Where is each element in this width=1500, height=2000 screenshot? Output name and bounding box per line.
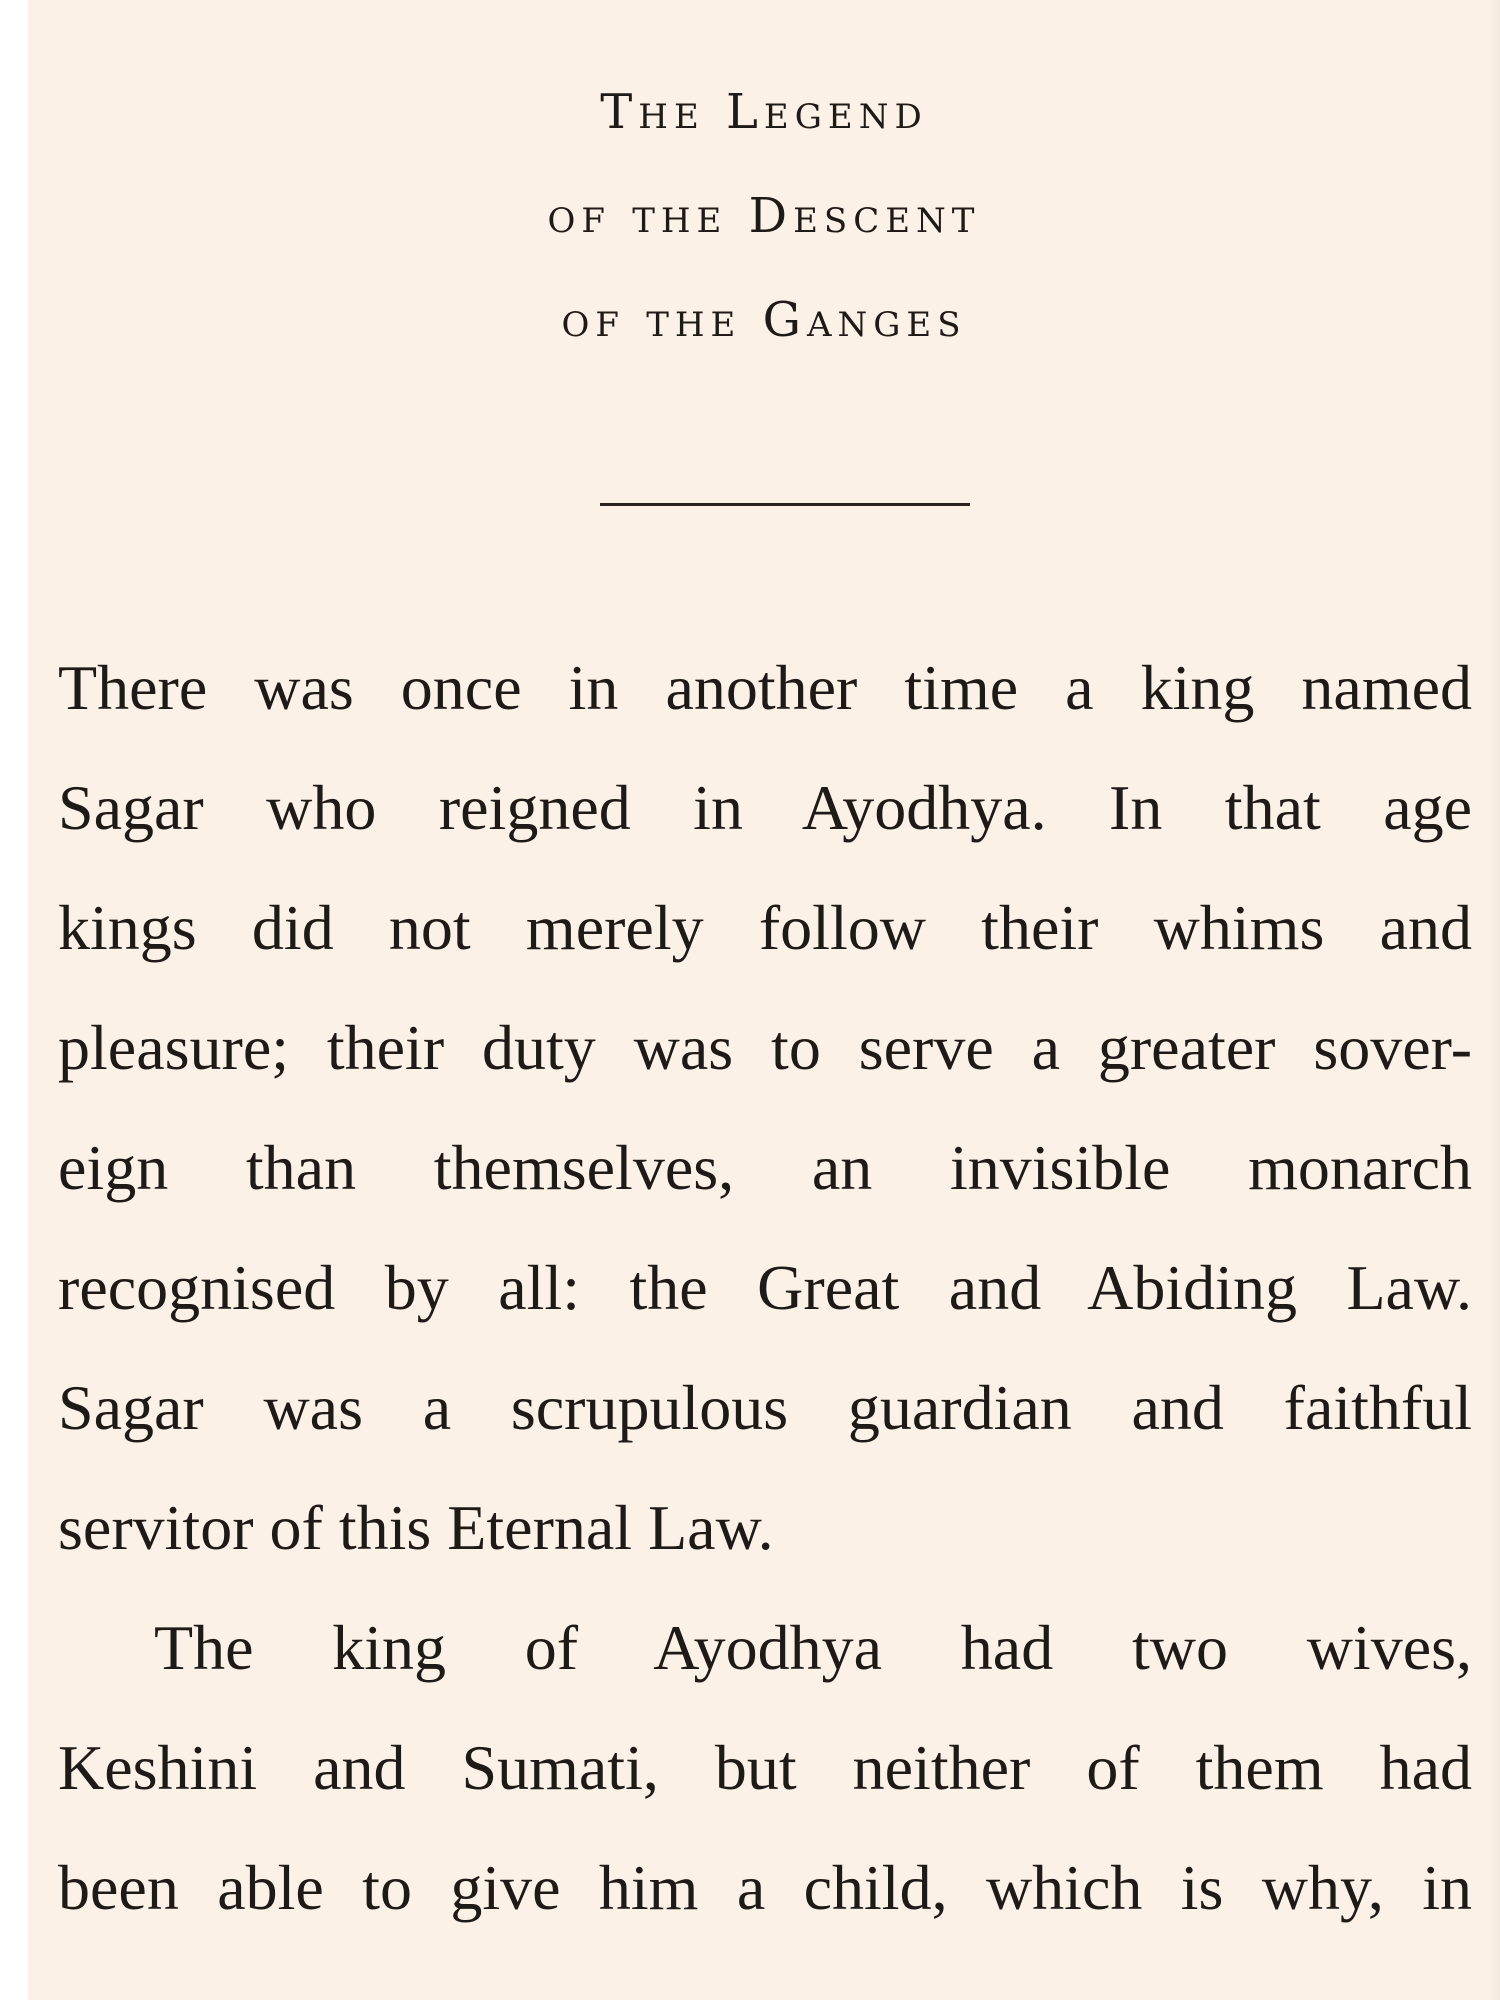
paragraph-1: [58, 628, 1472, 1588]
text-line: eign than themselves, an invisible monarch: [58, 1132, 1472, 1203]
title-divider-rule: [600, 503, 970, 506]
text-line: Sagar who reigned in Ayodhya. In that age: [58, 772, 1472, 843]
text-line: There was once in another time a king named: [58, 652, 1472, 723]
text-line: Sagar was a scrupulous guardian and faithful: [58, 1372, 1472, 1443]
chapter-title-line-2: of the Descent: [547, 188, 981, 244]
paragraph-2: [58, 1588, 1472, 1948]
chapter-title-line-1: The Legend: [600, 84, 928, 140]
text-line: kings did not merely follow their whims and: [58, 892, 1472, 963]
text-line: recognised by all: the Great and Abiding Law.: [58, 1252, 1472, 1323]
book-page: [28, 0, 1500, 2000]
chapter-body-text: [58, 628, 1472, 1948]
text-line: Keshini and Sumati, but neither of them had: [58, 1732, 1472, 1803]
chapter-title: [28, 60, 1500, 372]
text-line: been able to give him a child, which is why, in: [58, 1852, 1472, 1923]
text-line: servitor of this Eternal Law.: [58, 1492, 774, 1563]
text-line: The king of Ayodhya had two wives,: [154, 1612, 1472, 1683]
chapter-title-line-3: of the Ganges: [561, 292, 967, 348]
text-line: pleasure; their duty was to serve a greater sover-: [58, 1012, 1472, 1083]
